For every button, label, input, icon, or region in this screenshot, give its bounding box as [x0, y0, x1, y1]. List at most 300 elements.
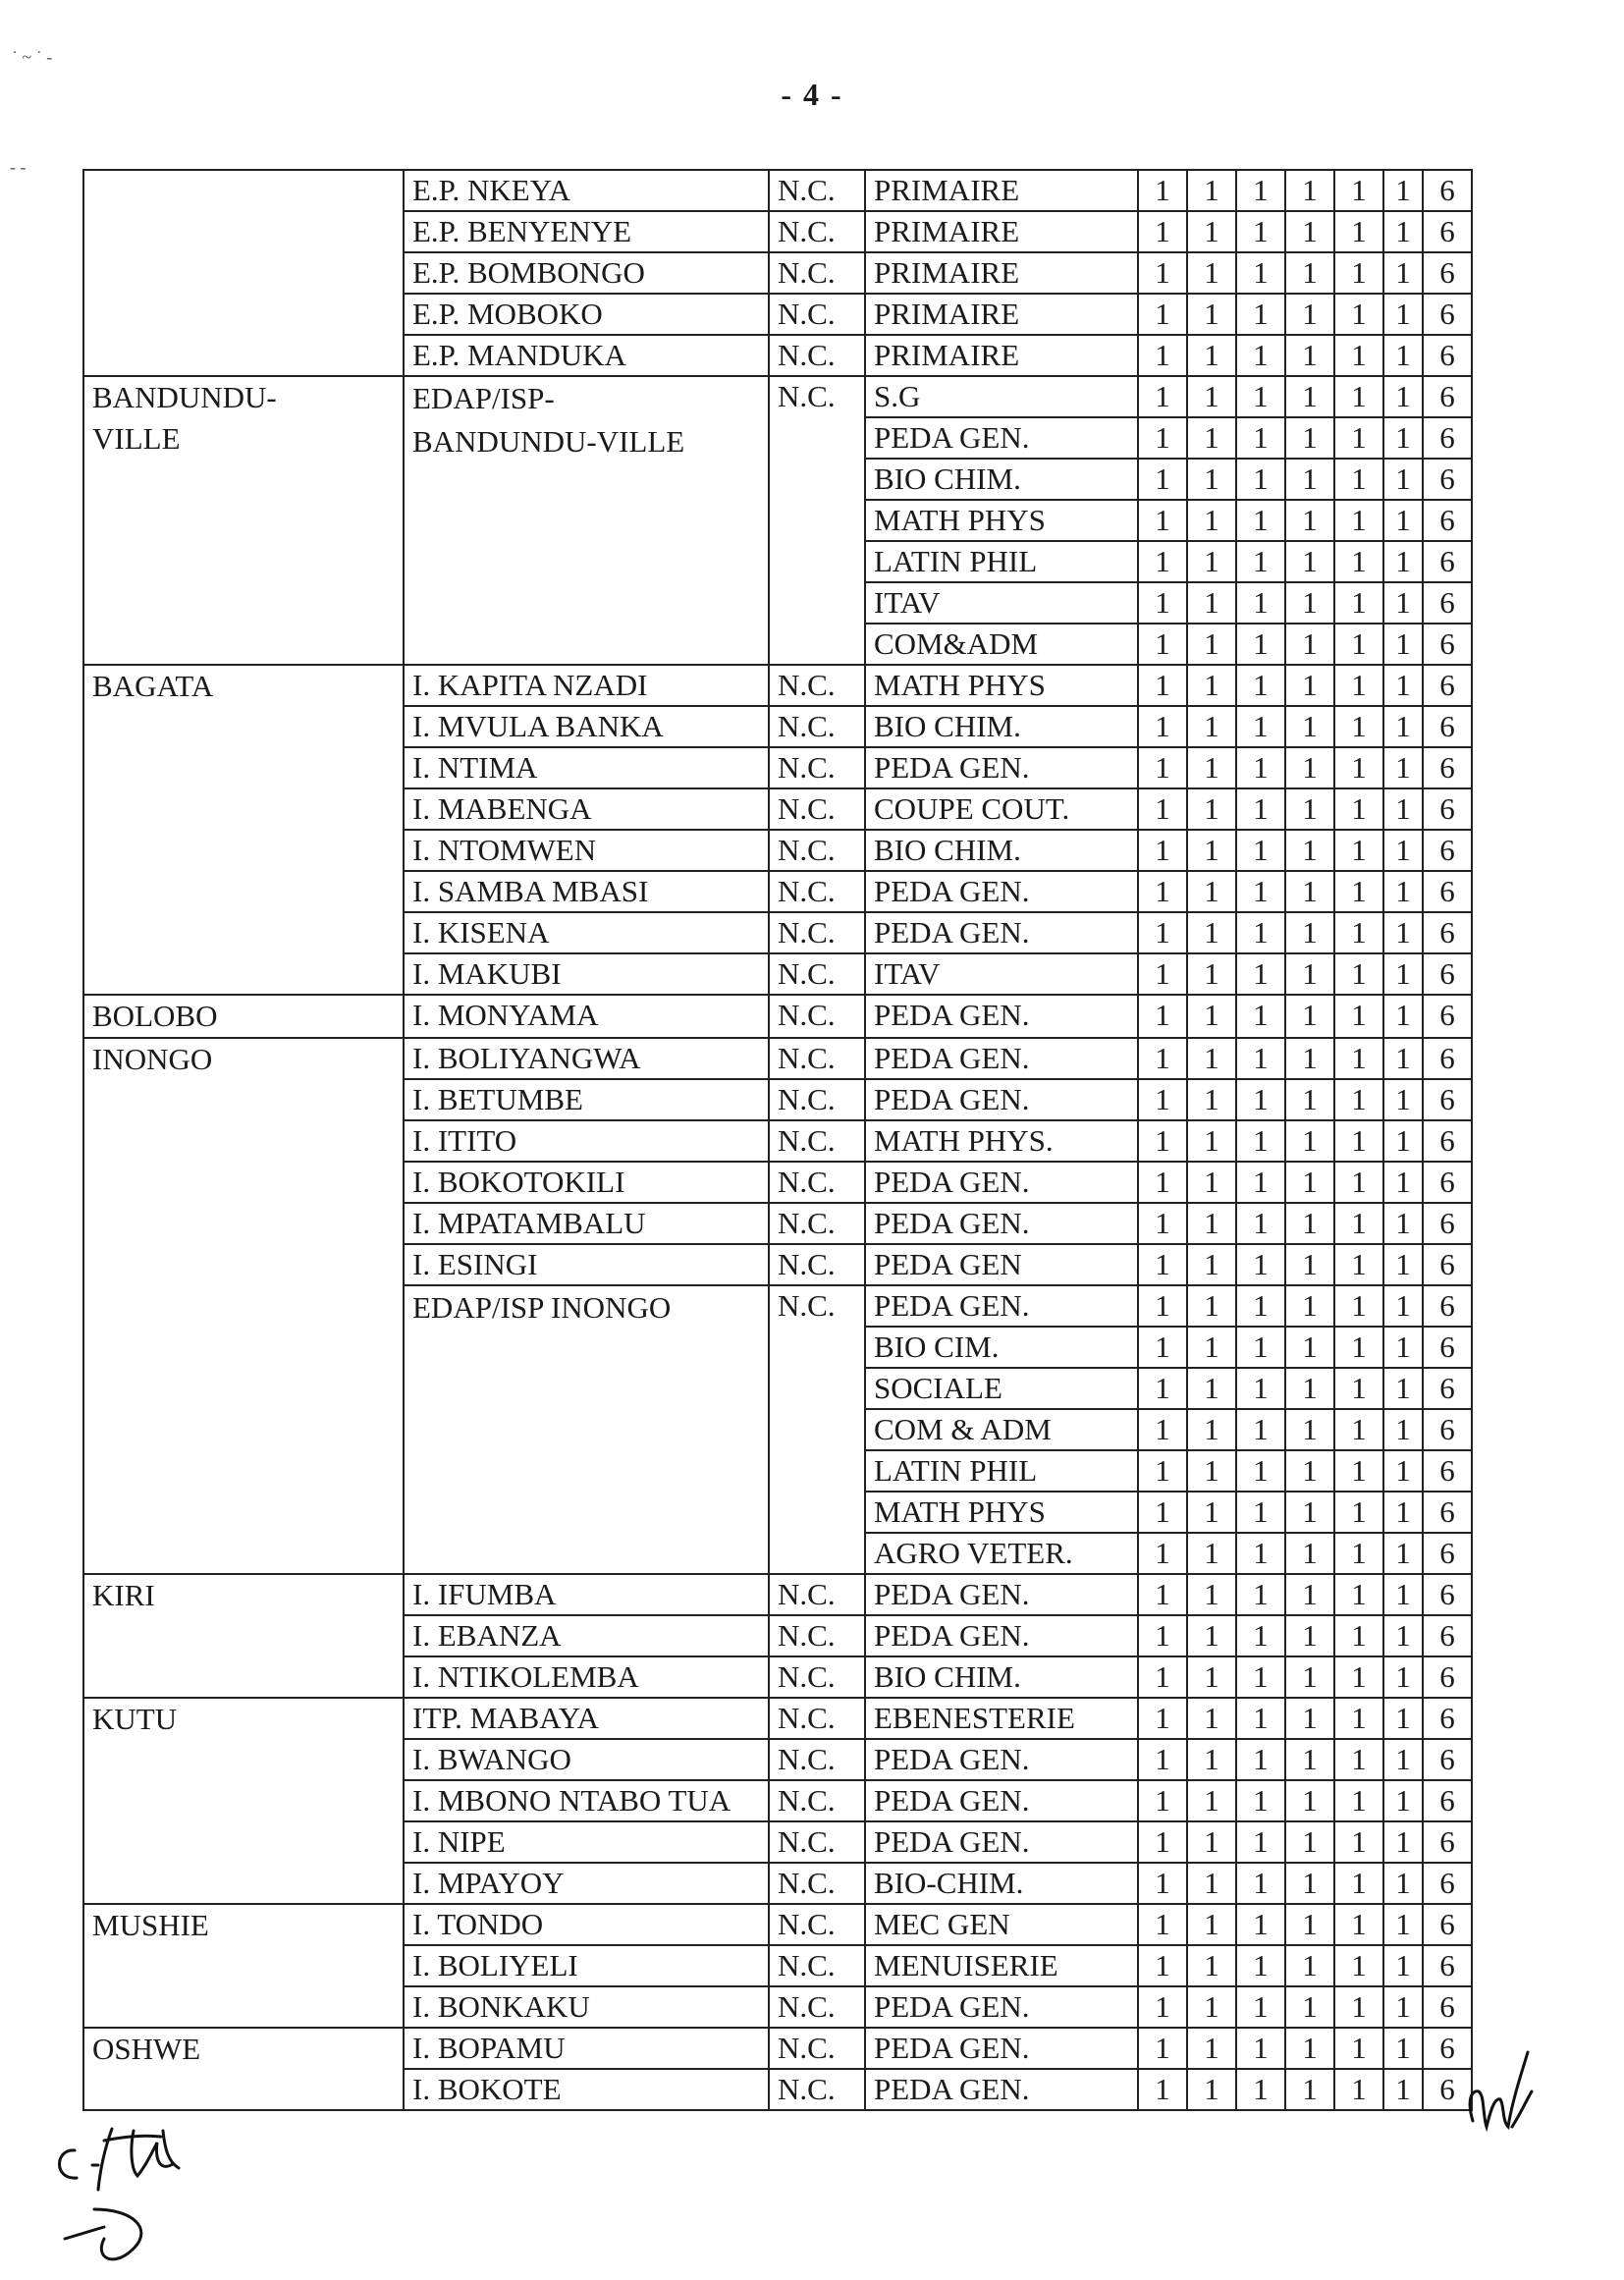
- status-cell: N.C.: [769, 1904, 865, 1945]
- status-cell: N.C.: [769, 1079, 865, 1120]
- count-cell: 1: [1334, 1162, 1383, 1203]
- count-cell: 1: [1138, 1739, 1187, 1780]
- count-cell: 1: [1334, 1863, 1383, 1904]
- count-cell: 1: [1236, 1863, 1285, 1904]
- count-cell: 1: [1334, 1079, 1383, 1120]
- table-row: [83, 170, 1472, 211]
- count-cell: 1: [1334, 1986, 1383, 2028]
- count-cell: 1: [1236, 1533, 1285, 1574]
- count-cell: 1: [1236, 871, 1285, 912]
- territory-cell: OSHWE: [83, 2028, 404, 2110]
- status-cell: N.C.: [769, 335, 865, 376]
- count-cell: 1: [1334, 1780, 1383, 1821]
- count-cell: 1: [1334, 1450, 1383, 1492]
- count-cell: 1: [1187, 1574, 1236, 1615]
- count-cell: 1: [1285, 1780, 1334, 1821]
- count-cell: 1: [1187, 582, 1236, 624]
- count-cell: 1: [1138, 1615, 1187, 1656]
- count-cell: 1: [1187, 747, 1236, 788]
- total-cell: 6: [1423, 665, 1472, 706]
- school-cell: I. BOPAMU: [404, 2028, 769, 2069]
- count-cell: 1: [1383, 541, 1423, 582]
- count-cell: 1: [1383, 1615, 1423, 1656]
- count-cell: 1: [1236, 665, 1285, 706]
- count-cell: 1: [1334, 252, 1383, 294]
- option-cell: PEDA GEN.: [865, 1038, 1138, 1079]
- count-cell: 1: [1187, 1492, 1236, 1533]
- count-cell: 1: [1285, 1574, 1334, 1615]
- count-cell: 1: [1383, 500, 1423, 541]
- count-cell: 1: [1383, 335, 1423, 376]
- total-cell: 6: [1423, 1285, 1472, 1327]
- count-cell: 1: [1236, 1162, 1285, 1203]
- total-cell: 6: [1423, 1079, 1472, 1120]
- count-cell: 1: [1187, 459, 1236, 500]
- total-cell: 6: [1423, 1904, 1472, 1945]
- status-cell: N.C.: [769, 211, 865, 252]
- total-cell: 6: [1423, 376, 1472, 417]
- count-cell: 1: [1285, 1904, 1334, 1945]
- count-cell: 1: [1285, 2069, 1334, 2110]
- count-cell: 1: [1334, 335, 1383, 376]
- option-cell: PEDA GEN.: [865, 1162, 1138, 1203]
- count-cell: 1: [1383, 252, 1423, 294]
- count-cell: 1: [1334, 1698, 1383, 1739]
- count-cell: 1: [1285, 1368, 1334, 1409]
- count-cell: 1: [1138, 912, 1187, 953]
- count-cell: 1: [1334, 376, 1383, 417]
- count-cell: 1: [1138, 995, 1187, 1038]
- total-cell: 6: [1423, 1162, 1472, 1203]
- table-row: [83, 665, 1472, 706]
- school-cell: I. MPAYOY: [404, 1863, 769, 1904]
- option-cell: PEDA GEN.: [865, 1986, 1138, 2028]
- option-cell: PEDA GEN.: [865, 1574, 1138, 1615]
- school-cell: I. BONKAKU: [404, 1986, 769, 2028]
- table-row: [83, 995, 1472, 1038]
- count-cell: 1: [1334, 953, 1383, 995]
- count-cell: 1: [1187, 1162, 1236, 1203]
- count-cell: 1: [1383, 706, 1423, 747]
- total-cell: 6: [1423, 2069, 1472, 2110]
- count-cell: 1: [1187, 1368, 1236, 1409]
- count-cell: 1: [1236, 1038, 1285, 1079]
- count-cell: 1: [1285, 1821, 1334, 1863]
- count-cell: 1: [1285, 1327, 1334, 1368]
- count-cell: 1: [1383, 376, 1423, 417]
- status-cell: N.C.: [769, 376, 865, 665]
- count-cell: 1: [1138, 1863, 1187, 1904]
- school-cell: I. BOLIYELI: [404, 1945, 769, 1986]
- status-cell: N.C.: [769, 2069, 865, 2110]
- count-cell: 1: [1383, 747, 1423, 788]
- count-cell: 1: [1383, 2069, 1423, 2110]
- count-cell: 1: [1383, 1409, 1423, 1450]
- school-cell: I. MVULA BANKA: [404, 706, 769, 747]
- school-cell: I. NTIKOLEMBA: [404, 1656, 769, 1698]
- count-cell: 1: [1187, 1986, 1236, 2028]
- count-cell: 1: [1236, 252, 1285, 294]
- option-cell: BIO CHIM.: [865, 1656, 1138, 1698]
- total-cell: 6: [1423, 1863, 1472, 1904]
- count-cell: 1: [1138, 1698, 1187, 1739]
- count-cell: 1: [1138, 2028, 1187, 2069]
- count-cell: 1: [1138, 1038, 1187, 1079]
- count-cell: 1: [1334, 665, 1383, 706]
- schools-table: [82, 169, 1473, 2111]
- total-cell: 6: [1423, 706, 1472, 747]
- count-cell: 1: [1187, 2028, 1236, 2069]
- count-cell: 1: [1138, 294, 1187, 335]
- territory-cell: BOLOBO: [83, 995, 404, 1038]
- count-cell: 1: [1187, 953, 1236, 995]
- count-cell: 1: [1285, 665, 1334, 706]
- school-cell: I. MABENGA: [404, 788, 769, 830]
- count-cell: 1: [1138, 788, 1187, 830]
- count-cell: 1: [1285, 953, 1334, 995]
- count-cell: 1: [1187, 252, 1236, 294]
- count-cell: 1: [1383, 1533, 1423, 1574]
- count-cell: 1: [1138, 2069, 1187, 2110]
- count-cell: 1: [1236, 2069, 1285, 2110]
- territory-cell: KIRI: [83, 1574, 404, 1698]
- count-cell: 1: [1285, 1162, 1334, 1203]
- status-cell: N.C.: [769, 1780, 865, 1821]
- count-cell: 1: [1236, 294, 1285, 335]
- count-cell: 1: [1285, 500, 1334, 541]
- count-cell: 1: [1285, 1656, 1334, 1698]
- count-cell: 1: [1138, 871, 1187, 912]
- status-cell: N.C.: [769, 1863, 865, 1904]
- status-cell: N.C.: [769, 1120, 865, 1162]
- count-cell: 1: [1383, 1656, 1423, 1698]
- count-cell: 1: [1334, 582, 1383, 624]
- status-cell: N.C.: [769, 1945, 865, 1986]
- count-cell: 1: [1138, 1203, 1187, 1244]
- option-cell: PEDA GEN.: [865, 1615, 1138, 1656]
- count-cell: 1: [1138, 1120, 1187, 1162]
- count-cell: 1: [1236, 1409, 1285, 1450]
- status-cell: N.C.: [769, 1986, 865, 2028]
- count-cell: 1: [1236, 417, 1285, 459]
- count-cell: 1: [1334, 211, 1383, 252]
- count-cell: 1: [1236, 1079, 1285, 1120]
- option-cell: S.G: [865, 376, 1138, 417]
- count-cell: 1: [1285, 376, 1334, 417]
- status-cell: N.C.: [769, 1162, 865, 1203]
- count-cell: 1: [1334, 2028, 1383, 2069]
- table-row: [83, 1038, 1472, 1079]
- total-cell: 6: [1423, 417, 1472, 459]
- option-cell: PEDA GEN.: [865, 1739, 1138, 1780]
- status-cell: N.C.: [769, 953, 865, 995]
- total-cell: 6: [1423, 1945, 1472, 1986]
- count-cell: 1: [1383, 871, 1423, 912]
- count-cell: 1: [1383, 1368, 1423, 1409]
- count-cell: 1: [1138, 1574, 1187, 1615]
- count-cell: 1: [1236, 1739, 1285, 1780]
- status-cell: N.C.: [769, 1656, 865, 1698]
- option-cell: BIO CIM.: [865, 1327, 1138, 1368]
- count-cell: 1: [1138, 1492, 1187, 1533]
- school-cell: I. NTOMWEN: [404, 830, 769, 871]
- count-cell: 1: [1285, 1120, 1334, 1162]
- option-cell: MATH PHYS.: [865, 1120, 1138, 1162]
- option-cell: MEC GEN: [865, 1904, 1138, 1945]
- count-cell: 1: [1236, 1244, 1285, 1285]
- school-cell: I. EBANZA: [404, 1615, 769, 1656]
- count-cell: 1: [1236, 1615, 1285, 1656]
- option-cell: PEDA GEN.: [865, 1285, 1138, 1327]
- count-cell: 1: [1187, 912, 1236, 953]
- count-cell: 1: [1383, 1203, 1423, 1244]
- count-cell: 1: [1187, 1079, 1236, 1120]
- count-cell: 1: [1285, 1698, 1334, 1739]
- option-cell: LATIN PHIL: [865, 1450, 1138, 1492]
- school-cell: I. MPATAMBALU: [404, 1203, 769, 1244]
- count-cell: 1: [1138, 1986, 1187, 2028]
- total-cell: 6: [1423, 582, 1472, 624]
- school-cell: I. BETUMBE: [404, 1079, 769, 1120]
- count-cell: 1: [1285, 1615, 1334, 1656]
- total-cell: 6: [1423, 953, 1472, 995]
- count-cell: 1: [1138, 541, 1187, 582]
- count-cell: 1: [1383, 830, 1423, 871]
- count-cell: 1: [1383, 2028, 1423, 2069]
- count-cell: 1: [1383, 1698, 1423, 1739]
- count-cell: 1: [1334, 2069, 1383, 2110]
- school-cell: I. TONDO: [404, 1904, 769, 1945]
- total-cell: 6: [1423, 541, 1472, 582]
- count-cell: 1: [1187, 294, 1236, 335]
- count-cell: 1: [1138, 252, 1187, 294]
- option-cell: PEDA GEN.: [865, 871, 1138, 912]
- count-cell: 1: [1138, 417, 1187, 459]
- status-cell: N.C.: [769, 871, 865, 912]
- count-cell: 1: [1383, 211, 1423, 252]
- count-cell: 1: [1383, 582, 1423, 624]
- count-cell: 1: [1383, 1038, 1423, 1079]
- count-cell: 1: [1285, 1038, 1334, 1079]
- count-cell: 1: [1285, 252, 1334, 294]
- territory-cell: MUSHIE: [83, 1904, 404, 2028]
- status-cell: N.C.: [769, 1285, 865, 1574]
- count-cell: 1: [1334, 294, 1383, 335]
- count-cell: 1: [1236, 1780, 1285, 1821]
- count-cell: 1: [1138, 665, 1187, 706]
- count-cell: 1: [1236, 1327, 1285, 1368]
- count-cell: 1: [1187, 1739, 1236, 1780]
- count-cell: 1: [1236, 1368, 1285, 1409]
- count-cell: 1: [1138, 830, 1187, 871]
- table-body: [83, 170, 1472, 2110]
- total-cell: 6: [1423, 252, 1472, 294]
- count-cell: 1: [1334, 706, 1383, 747]
- count-cell: 1: [1383, 1904, 1423, 1945]
- count-cell: 1: [1236, 1203, 1285, 1244]
- count-cell: 1: [1138, 335, 1187, 376]
- count-cell: 1: [1334, 1368, 1383, 1409]
- territory-cell: BAGATA: [83, 665, 404, 995]
- count-cell: 1: [1187, 830, 1236, 871]
- option-cell: PEDA GEN.: [865, 2028, 1138, 2069]
- count-cell: 1: [1236, 1492, 1285, 1533]
- count-cell: 1: [1383, 294, 1423, 335]
- status-cell: N.C.: [769, 1574, 865, 1615]
- count-cell: 1: [1236, 747, 1285, 788]
- option-cell: PRIMAIRE: [865, 335, 1138, 376]
- count-cell: 1: [1236, 582, 1285, 624]
- table-row: [83, 1698, 1472, 1739]
- count-cell: 1: [1334, 1492, 1383, 1533]
- count-cell: 1: [1236, 1285, 1285, 1327]
- total-cell: 6: [1423, 1533, 1472, 1574]
- count-cell: 1: [1285, 912, 1334, 953]
- count-cell: 1: [1285, 1244, 1334, 1285]
- option-cell: SOCIALE: [865, 1368, 1138, 1409]
- count-cell: 1: [1285, 170, 1334, 211]
- territory-cell: BANDUNDU- VILLE: [83, 376, 404, 665]
- option-cell: ITAV: [865, 953, 1138, 995]
- total-cell: 6: [1423, 1120, 1472, 1162]
- total-cell: 6: [1423, 747, 1472, 788]
- count-cell: 1: [1138, 376, 1187, 417]
- total-cell: 6: [1423, 459, 1472, 500]
- count-cell: 1: [1334, 1739, 1383, 1780]
- option-cell: COUPE COUT.: [865, 788, 1138, 830]
- count-cell: 1: [1285, 788, 1334, 830]
- count-cell: 1: [1383, 170, 1423, 211]
- option-cell: MATH PHYS: [865, 665, 1138, 706]
- total-cell: 6: [1423, 1492, 1472, 1533]
- count-cell: 1: [1187, 500, 1236, 541]
- count-cell: 1: [1334, 830, 1383, 871]
- count-cell: 1: [1285, 830, 1334, 871]
- count-cell: 1: [1383, 1450, 1423, 1492]
- count-cell: 1: [1138, 1409, 1187, 1450]
- count-cell: 1: [1236, 1986, 1285, 2028]
- page-number: - 4 -: [781, 77, 843, 112]
- count-cell: 1: [1187, 2069, 1236, 2110]
- school-cell: I. MONYAMA: [404, 995, 769, 1038]
- count-cell: 1: [1236, 541, 1285, 582]
- count-cell: 1: [1285, 624, 1334, 665]
- count-cell: 1: [1138, 1533, 1187, 1574]
- count-cell: 1: [1383, 1120, 1423, 1162]
- school-cell: I. MBONO NTABO TUA: [404, 1780, 769, 1821]
- school-cell: I. NIPE: [404, 1821, 769, 1863]
- total-cell: 6: [1423, 1574, 1472, 1615]
- option-cell: PRIMAIRE: [865, 211, 1138, 252]
- total-cell: 6: [1423, 2028, 1472, 2069]
- count-cell: 1: [1383, 665, 1423, 706]
- count-cell: 1: [1236, 2028, 1285, 2069]
- option-cell: PRIMAIRE: [865, 170, 1138, 211]
- count-cell: 1: [1285, 459, 1334, 500]
- count-cell: 1: [1383, 1863, 1423, 1904]
- count-cell: 1: [1138, 1450, 1187, 1492]
- count-cell: 1: [1187, 1203, 1236, 1244]
- total-cell: 6: [1423, 1244, 1472, 1285]
- status-cell: N.C.: [769, 1698, 865, 1739]
- option-cell: PRIMAIRE: [865, 294, 1138, 335]
- total-cell: 6: [1423, 1409, 1472, 1450]
- school-cell: E.P. BOMBONGO: [404, 252, 769, 294]
- school-cell: I. BWANGO: [404, 1739, 769, 1780]
- school-cell: I. BOKOTE: [404, 2069, 769, 2110]
- count-cell: 1: [1285, 1450, 1334, 1492]
- count-cell: 1: [1334, 1656, 1383, 1698]
- status-cell: N.C.: [769, 788, 865, 830]
- count-cell: 1: [1236, 912, 1285, 953]
- count-cell: 1: [1236, 1904, 1285, 1945]
- count-cell: 1: [1383, 417, 1423, 459]
- status-cell: N.C.: [769, 1038, 865, 1079]
- count-cell: 1: [1138, 1244, 1187, 1285]
- table-row: [83, 1904, 1472, 1945]
- status-cell: N.C.: [769, 2028, 865, 2069]
- count-cell: 1: [1334, 1574, 1383, 1615]
- total-cell: 6: [1423, 211, 1472, 252]
- count-cell: 1: [1236, 335, 1285, 376]
- total-cell: 6: [1423, 830, 1472, 871]
- school-cell: ITP. MABAYA: [404, 1698, 769, 1739]
- count-cell: 1: [1138, 624, 1187, 665]
- count-cell: 1: [1383, 1162, 1423, 1203]
- count-cell: 1: [1285, 995, 1334, 1038]
- count-cell: 1: [1285, 541, 1334, 582]
- count-cell: 1: [1334, 541, 1383, 582]
- total-cell: 6: [1423, 1450, 1472, 1492]
- total-cell: 6: [1423, 1038, 1472, 1079]
- option-cell: AGRO VETER.: [865, 1533, 1138, 1574]
- total-cell: 6: [1423, 170, 1472, 211]
- count-cell: 1: [1187, 1656, 1236, 1698]
- count-cell: 1: [1236, 624, 1285, 665]
- count-cell: 1: [1334, 459, 1383, 500]
- count-cell: 1: [1334, 1203, 1383, 1244]
- school-cell: I. IFUMBA: [404, 1574, 769, 1615]
- count-cell: 1: [1187, 624, 1236, 665]
- count-cell: 1: [1383, 1285, 1423, 1327]
- count-cell: 1: [1138, 1904, 1187, 1945]
- count-cell: 1: [1383, 1244, 1423, 1285]
- school-cell: E.P. MOBOKO: [404, 294, 769, 335]
- count-cell: 1: [1383, 788, 1423, 830]
- option-cell: MENUISERIE: [865, 1945, 1138, 1986]
- count-cell: 1: [1138, 747, 1187, 788]
- count-cell: 1: [1334, 1615, 1383, 1656]
- scan-speck-mark: - -: [10, 157, 27, 177]
- count-cell: 1: [1138, 953, 1187, 995]
- count-cell: 1: [1138, 1780, 1187, 1821]
- count-cell: 1: [1334, 417, 1383, 459]
- count-cell: 1: [1383, 624, 1423, 665]
- count-cell: 1: [1236, 1698, 1285, 1739]
- count-cell: 1: [1236, 170, 1285, 211]
- count-cell: 1: [1236, 830, 1285, 871]
- count-cell: 1: [1138, 1821, 1187, 1863]
- count-cell: 1: [1236, 788, 1285, 830]
- count-cell: 1: [1285, 211, 1334, 252]
- count-cell: 1: [1187, 665, 1236, 706]
- status-cell: N.C.: [769, 252, 865, 294]
- option-cell: PEDA GEN: [865, 1244, 1138, 1285]
- status-cell: N.C.: [769, 830, 865, 871]
- count-cell: 1: [1236, 211, 1285, 252]
- table-row: [83, 2028, 1472, 2069]
- count-cell: 1: [1138, 170, 1187, 211]
